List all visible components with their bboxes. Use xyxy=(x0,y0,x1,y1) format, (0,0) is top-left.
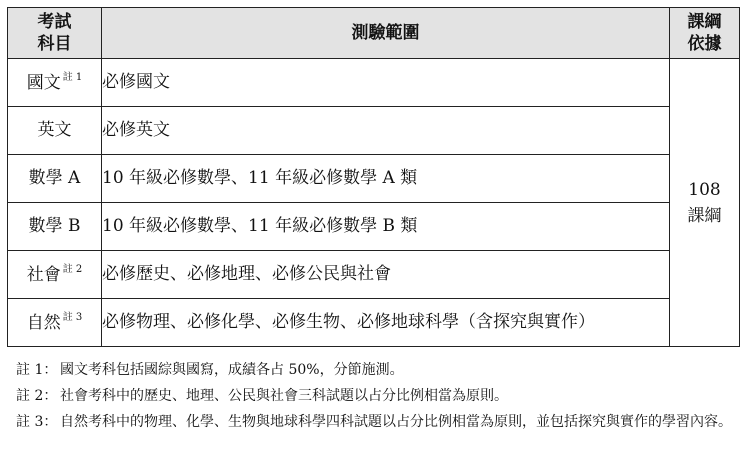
table-header-row xyxy=(8,8,740,59)
subject-cell xyxy=(8,59,102,107)
range-cell: 必修英文 xyxy=(102,107,670,155)
table-row xyxy=(8,251,740,299)
basis-value: 108 xyxy=(688,179,721,200)
range-cell: 10 年級必修數學、11 年級必修數學 A 類 xyxy=(102,155,670,203)
subject-name: 數學 B xyxy=(28,216,81,237)
basis-cell xyxy=(670,59,740,347)
header-basis: 課綱 依據 xyxy=(670,8,740,59)
footnote-2 xyxy=(16,383,740,409)
table-row xyxy=(8,203,740,251)
range-cell: 必修物理、必修化學、必修生物、必修地球科學（含探究與實作） xyxy=(102,299,670,347)
footnote-text: 國文考科包括國綜與國寫，成績各占 50%，分節施測。 xyxy=(60,362,404,378)
footnote-key: 註 3： xyxy=(16,414,58,430)
footnote-text: 社會考科中的歷史、地理、公民與社會三科試題以占分比例相當為原則。 xyxy=(60,388,508,404)
footnote-marker: 註 1 xyxy=(62,71,83,83)
subject-cell xyxy=(8,155,102,203)
table-row xyxy=(8,299,740,347)
subject-name: 數學 A xyxy=(28,168,81,189)
subject-name: 英文 xyxy=(37,120,72,141)
footnote-text: 自然考科中的物理、化學、生物與地球科學四科試題以占分比例相當為原則，並包括探究與實作的學習內容。 xyxy=(60,414,732,430)
footnote-1 xyxy=(16,357,740,383)
footnotes xyxy=(16,357,740,435)
basis-label: 課綱 xyxy=(687,205,722,226)
range-cell: 必修歷史、必修地理、必修公民與社會 xyxy=(102,251,670,299)
footnote-marker: 註 2 xyxy=(62,263,83,275)
header-range: 測驗範圍 xyxy=(102,8,670,59)
header-subject: 考試 科目 xyxy=(8,8,102,59)
footnote-key: 註 2： xyxy=(16,388,58,404)
subject-cell xyxy=(8,203,102,251)
footnote-key: 註 1： xyxy=(16,362,58,378)
subject-cell xyxy=(8,107,102,155)
range-cell: 10 年級必修數學、11 年級必修數學 B 類 xyxy=(102,203,670,251)
table-row xyxy=(8,59,740,107)
table-row xyxy=(8,107,740,155)
subject-cell xyxy=(8,299,102,347)
footnote-3 xyxy=(16,409,740,435)
exam-scope-table xyxy=(7,7,740,347)
range-cell: 必修國文 xyxy=(102,59,670,107)
footnote-marker: 註 3 xyxy=(62,311,83,323)
subject-name: 社會 xyxy=(26,264,61,285)
subject-cell xyxy=(8,251,102,299)
subject-name: 國文 xyxy=(26,72,61,93)
subject-name: 自然 xyxy=(26,312,61,333)
table-row xyxy=(8,155,740,203)
